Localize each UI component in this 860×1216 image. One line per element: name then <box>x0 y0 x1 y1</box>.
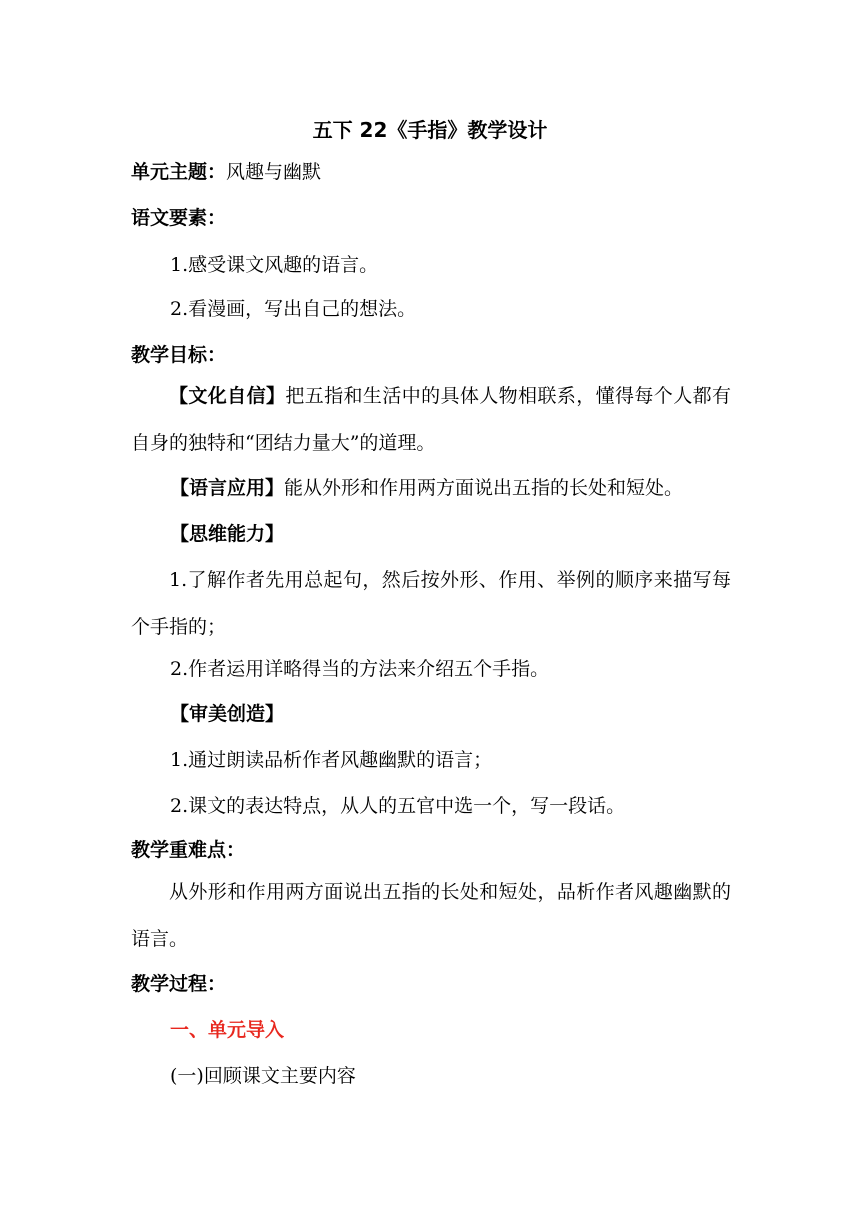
language-element-item-1: 1.感受课文风趣的语言。 <box>170 254 379 276</box>
document-title: 五下 22《手指》教学设计 <box>312 118 548 142</box>
language-element-item-2: 2.看漫画，写出自己的想法。 <box>170 298 417 320</box>
teaching-goals-heading: 教学目标： <box>131 344 227 366</box>
language-elements-heading: 语文要素： <box>131 207 227 229</box>
process-heading: 教学过程： <box>131 973 227 995</box>
goal-aesthetic-item-2: 2.课文的表达特点，从人的五官中选一个，写一段话。 <box>170 795 626 817</box>
goal-aesthetic-item-1: 1.通过朗读品析作者风趣幽默的语言； <box>170 749 493 771</box>
goal-cultural-paragraph <box>131 373 731 467</box>
goal-thinking-tag: 【思维能力】 <box>170 523 285 545</box>
unit-theme-label: 单元主题： <box>131 161 227 183</box>
goal-language-line <box>170 476 770 500</box>
goal-cultural-text: 把五指和生活中的具体人物相联系，懂得每个人都有自身的独特和“团结力量大”的道理。 <box>131 385 731 454</box>
unit-theme-line <box>131 160 731 184</box>
process-subsection-1: (一)回顾课文主要内容 <box>170 1065 356 1087</box>
unit-theme-value: 风趣与幽默 <box>226 161 322 183</box>
process-section-1-heading: 一、单元导入 <box>170 1019 285 1041</box>
goal-cultural-tag: 【文化自信】 <box>169 385 286 407</box>
goal-language-text: 能从外形和作用两方面说出五指的长处和短处。 <box>284 477 684 499</box>
goal-thinking-item-1: 1.了解作者先用总起句，然后按外形、作用、举例的顺序来描写每个手指的； <box>131 569 731 638</box>
goal-aesthetic-tag: 【审美创造】 <box>170 703 285 725</box>
goal-thinking-item-2: 2.作者运用详略得当的方法来介绍五个手指。 <box>170 658 550 680</box>
goal-language-tag: 【语言应用】 <box>170 477 285 499</box>
key-points-heading: 教学重难点： <box>131 839 246 861</box>
key-points-paragraph: 从外形和作用两方面说出五指的长处和短处，品析作者风趣幽默的语言。 <box>131 881 731 950</box>
